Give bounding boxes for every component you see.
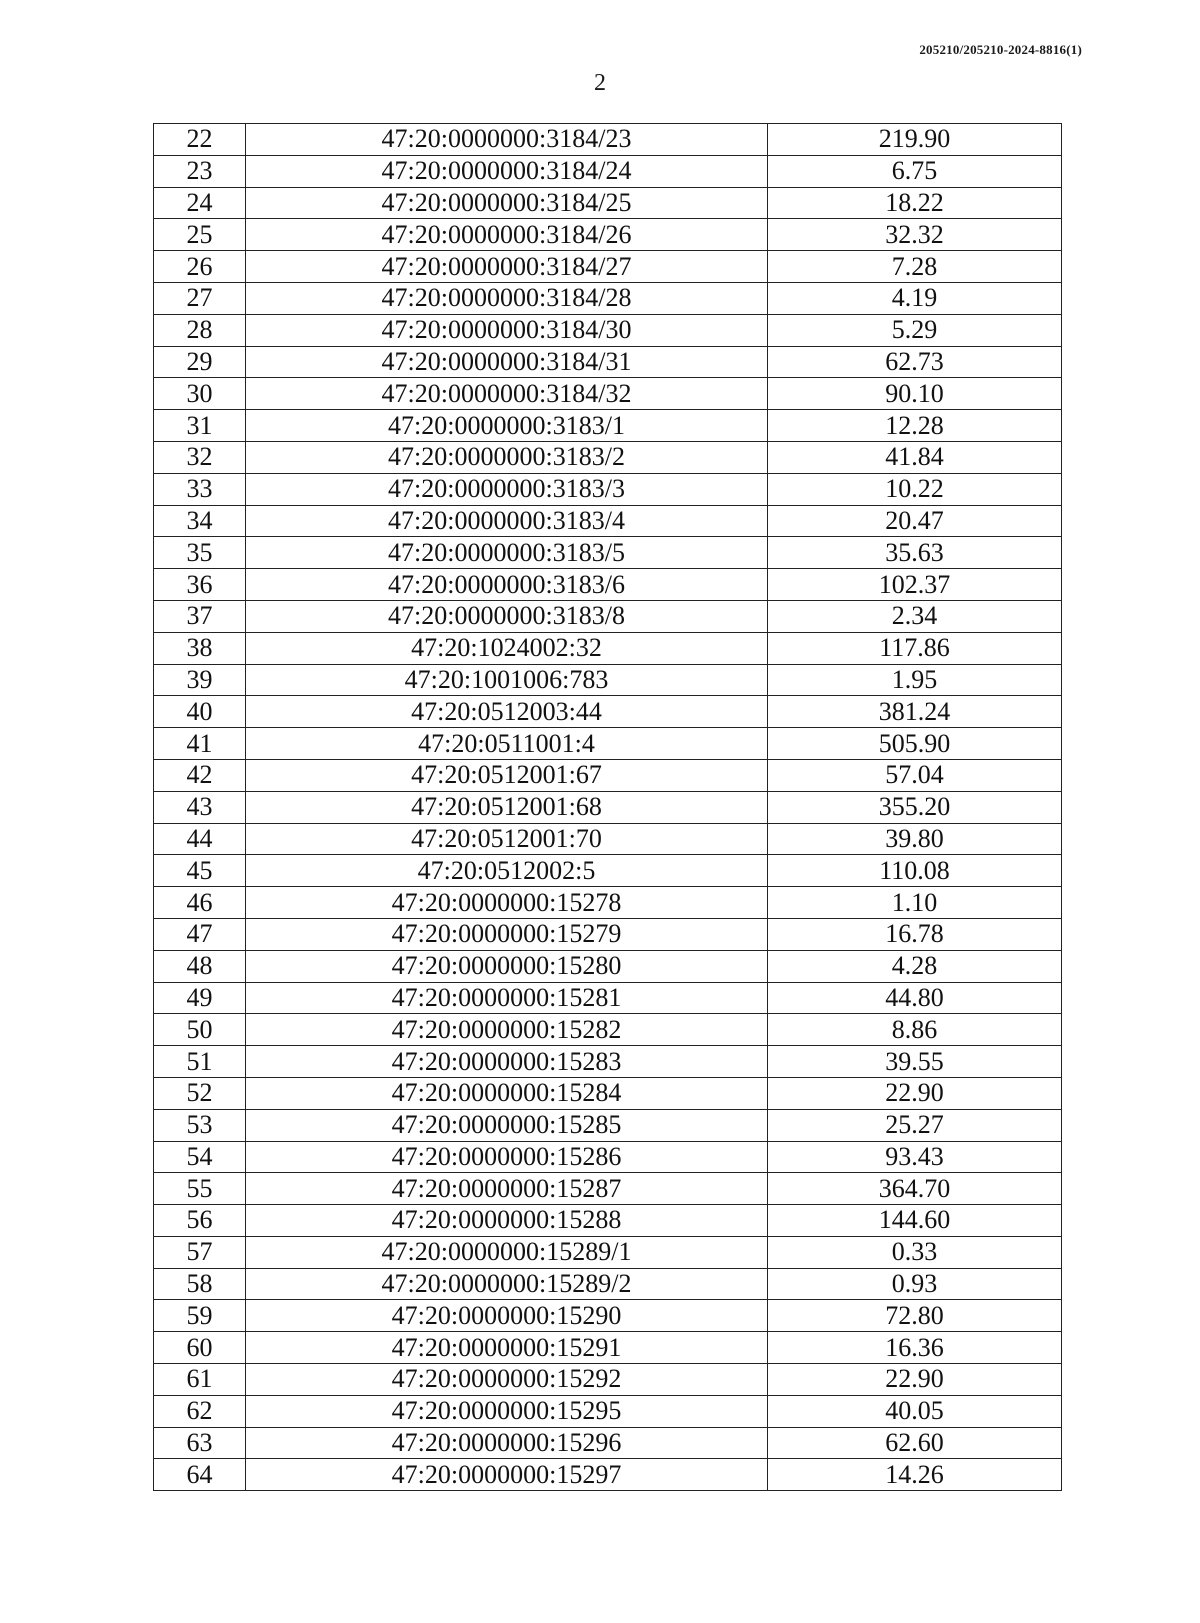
cadastral-table-container bbox=[153, 123, 1061, 1491]
area-value-cell: 18.22 bbox=[768, 187, 1062, 219]
area-value-cell: 72.80 bbox=[768, 1300, 1062, 1332]
area-value-cell: 5.29 bbox=[768, 314, 1062, 346]
area-value-cell: 62.60 bbox=[768, 1427, 1062, 1459]
table-row bbox=[154, 855, 1062, 887]
row-number-cell: 34 bbox=[154, 505, 246, 537]
row-number-cell: 57 bbox=[154, 1236, 246, 1268]
row-number-cell: 27 bbox=[154, 282, 246, 314]
area-value-cell: 41.84 bbox=[768, 441, 1062, 473]
cadastral-number-cell: 47:20:0000000:3184/30 bbox=[246, 314, 768, 346]
cadastral-number-cell: 47:20:0000000:3184/26 bbox=[246, 219, 768, 251]
row-number-cell: 49 bbox=[154, 982, 246, 1014]
area-value-cell: 505.90 bbox=[768, 728, 1062, 760]
table-row bbox=[154, 1109, 1062, 1141]
table-row bbox=[154, 887, 1062, 919]
table-row bbox=[154, 632, 1062, 664]
row-number-cell: 24 bbox=[154, 187, 246, 219]
row-number-cell: 63 bbox=[154, 1427, 246, 1459]
cadastral-number-cell: 47:20:0000000:3183/1 bbox=[246, 410, 768, 442]
row-number-cell: 40 bbox=[154, 696, 246, 728]
table-row bbox=[154, 1141, 1062, 1173]
area-value-cell: 7.28 bbox=[768, 251, 1062, 283]
cadastral-number-cell: 47:20:0000000:15281 bbox=[246, 982, 768, 1014]
table-row bbox=[154, 982, 1062, 1014]
row-number-cell: 50 bbox=[154, 1014, 246, 1046]
table-row bbox=[154, 1014, 1062, 1046]
row-number-cell: 54 bbox=[154, 1141, 246, 1173]
area-value-cell: 6.75 bbox=[768, 155, 1062, 187]
area-value-cell: 144.60 bbox=[768, 1205, 1062, 1237]
cadastral-number-cell: 47:20:0000000:15283 bbox=[246, 1046, 768, 1078]
cadastral-number-cell: 47:20:0000000:15295 bbox=[246, 1395, 768, 1427]
table-body bbox=[154, 124, 1062, 1491]
area-value-cell: 16.36 bbox=[768, 1332, 1062, 1364]
area-value-cell: 20.47 bbox=[768, 505, 1062, 537]
area-value-cell: 39.80 bbox=[768, 823, 1062, 855]
row-number-cell: 56 bbox=[154, 1205, 246, 1237]
row-number-cell: 31 bbox=[154, 410, 246, 442]
cadastral-number-cell: 47:20:0000000:3183/2 bbox=[246, 441, 768, 473]
cadastral-number-cell: 47:20:0000000:15284 bbox=[246, 1077, 768, 1109]
table-row bbox=[154, 1236, 1062, 1268]
table-row bbox=[154, 791, 1062, 823]
row-number-cell: 29 bbox=[154, 346, 246, 378]
cadastral-number-cell: 47:20:0000000:15286 bbox=[246, 1141, 768, 1173]
table-row bbox=[154, 314, 1062, 346]
cadastral-number-cell: 47:20:0000000:15296 bbox=[246, 1427, 768, 1459]
area-value-cell: 8.86 bbox=[768, 1014, 1062, 1046]
area-value-cell: 0.93 bbox=[768, 1268, 1062, 1300]
row-number-cell: 47 bbox=[154, 918, 246, 950]
cadastral-number-cell: 47:20:0000000:15291 bbox=[246, 1332, 768, 1364]
row-number-cell: 51 bbox=[154, 1046, 246, 1078]
table-row bbox=[154, 251, 1062, 283]
row-number-cell: 30 bbox=[154, 378, 246, 410]
table-row bbox=[154, 346, 1062, 378]
area-value-cell: 1.95 bbox=[768, 664, 1062, 696]
cadastral-number-cell: 47:20:0000000:15297 bbox=[246, 1459, 768, 1491]
row-number-cell: 22 bbox=[154, 124, 246, 156]
row-number-cell: 26 bbox=[154, 251, 246, 283]
cadastral-number-cell: 47:20:0000000:3183/3 bbox=[246, 473, 768, 505]
table-row bbox=[154, 1077, 1062, 1109]
table-row bbox=[154, 1459, 1062, 1491]
table-row bbox=[154, 696, 1062, 728]
table-row bbox=[154, 282, 1062, 314]
cadastral-number-cell: 47:20:0000000:3183/6 bbox=[246, 569, 768, 601]
table-row bbox=[154, 1173, 1062, 1205]
cadastral-number-cell: 47:20:0000000:3184/31 bbox=[246, 346, 768, 378]
area-value-cell: 1.10 bbox=[768, 887, 1062, 919]
table-row bbox=[154, 378, 1062, 410]
cadastral-number-cell: 47:20:0000000:3184/27 bbox=[246, 251, 768, 283]
cadastral-number-cell: 47:20:0512001:68 bbox=[246, 791, 768, 823]
cadastral-number-cell: 47:20:1024002:32 bbox=[246, 632, 768, 664]
table-row bbox=[154, 728, 1062, 760]
table-row bbox=[154, 1332, 1062, 1364]
cadastral-number-cell: 47:20:0512002:5 bbox=[246, 855, 768, 887]
table-row bbox=[154, 600, 1062, 632]
row-number-cell: 62 bbox=[154, 1395, 246, 1427]
table-row bbox=[154, 187, 1062, 219]
table-row bbox=[154, 441, 1062, 473]
row-number-cell: 55 bbox=[154, 1173, 246, 1205]
row-number-cell: 59 bbox=[154, 1300, 246, 1332]
row-number-cell: 23 bbox=[154, 155, 246, 187]
area-value-cell: 25.27 bbox=[768, 1109, 1062, 1141]
table-row bbox=[154, 505, 1062, 537]
area-value-cell: 117.86 bbox=[768, 632, 1062, 664]
cadastral-number-cell: 47:20:0000000:15280 bbox=[246, 950, 768, 982]
table-row bbox=[154, 823, 1062, 855]
cadastral-table bbox=[153, 123, 1062, 1491]
cadastral-number-cell: 47:20:0511001:4 bbox=[246, 728, 768, 760]
row-number-cell: 60 bbox=[154, 1332, 246, 1364]
cadastral-number-cell: 47:20:0000000:3183/4 bbox=[246, 505, 768, 537]
row-number-cell: 32 bbox=[154, 441, 246, 473]
area-value-cell: 32.32 bbox=[768, 219, 1062, 251]
area-value-cell: 102.37 bbox=[768, 569, 1062, 601]
row-number-cell: 36 bbox=[154, 569, 246, 601]
page-number: 2 bbox=[594, 70, 606, 96]
cadastral-number-cell: 47:20:1001006:783 bbox=[246, 664, 768, 696]
table-row bbox=[154, 664, 1062, 696]
area-value-cell: 39.55 bbox=[768, 1046, 1062, 1078]
area-value-cell: 381.24 bbox=[768, 696, 1062, 728]
cadastral-number-cell: 47:20:0000000:15287 bbox=[246, 1173, 768, 1205]
document-reference-number: 205210/205210-2024-8816(1) bbox=[919, 42, 1082, 57]
area-value-cell: 40.05 bbox=[768, 1395, 1062, 1427]
area-value-cell: 4.19 bbox=[768, 282, 1062, 314]
table-row bbox=[154, 473, 1062, 505]
row-number-cell: 48 bbox=[154, 950, 246, 982]
area-value-cell: 44.80 bbox=[768, 982, 1062, 1014]
table-row bbox=[154, 1395, 1062, 1427]
cadastral-number-cell: 47:20:0000000:3184/32 bbox=[246, 378, 768, 410]
table-row bbox=[154, 759, 1062, 791]
area-value-cell: 62.73 bbox=[768, 346, 1062, 378]
cadastral-number-cell: 47:20:0000000:3184/23 bbox=[246, 124, 768, 156]
cadastral-number-cell: 47:20:0000000:15289/1 bbox=[246, 1236, 768, 1268]
cadastral-number-cell: 47:20:0512001:70 bbox=[246, 823, 768, 855]
table-row bbox=[154, 918, 1062, 950]
table-row bbox=[154, 1205, 1062, 1237]
row-number-cell: 44 bbox=[154, 823, 246, 855]
row-number-cell: 28 bbox=[154, 314, 246, 346]
table-row bbox=[154, 1427, 1062, 1459]
table-row bbox=[154, 1046, 1062, 1078]
row-number-cell: 39 bbox=[154, 664, 246, 696]
row-number-cell: 41 bbox=[154, 728, 246, 760]
area-value-cell: 364.70 bbox=[768, 1173, 1062, 1205]
cadastral-number-cell: 47:20:0000000:15292 bbox=[246, 1364, 768, 1396]
table-row bbox=[154, 1364, 1062, 1396]
cadastral-number-cell: 47:20:0000000:15288 bbox=[246, 1205, 768, 1237]
area-value-cell: 355.20 bbox=[768, 791, 1062, 823]
row-number-cell: 46 bbox=[154, 887, 246, 919]
area-value-cell: 22.90 bbox=[768, 1364, 1062, 1396]
table-row bbox=[154, 950, 1062, 982]
area-value-cell: 12.28 bbox=[768, 410, 1062, 442]
table-row bbox=[154, 410, 1062, 442]
area-value-cell: 10.22 bbox=[768, 473, 1062, 505]
cadastral-number-cell: 47:20:0000000:3184/24 bbox=[246, 155, 768, 187]
cadastral-number-cell: 47:20:0000000:15282 bbox=[246, 1014, 768, 1046]
cadastral-number-cell: 47:20:0000000:3183/5 bbox=[246, 537, 768, 569]
cadastral-number-cell: 47:20:0000000:3184/25 bbox=[246, 187, 768, 219]
row-number-cell: 37 bbox=[154, 600, 246, 632]
area-value-cell: 4.28 bbox=[768, 950, 1062, 982]
area-value-cell: 14.26 bbox=[768, 1459, 1062, 1491]
row-number-cell: 58 bbox=[154, 1268, 246, 1300]
area-value-cell: 0.33 bbox=[768, 1236, 1062, 1268]
area-value-cell: 22.90 bbox=[768, 1077, 1062, 1109]
table-row bbox=[154, 1268, 1062, 1300]
area-value-cell: 110.08 bbox=[768, 855, 1062, 887]
table-row bbox=[154, 569, 1062, 601]
table-row bbox=[154, 537, 1062, 569]
row-number-cell: 53 bbox=[154, 1109, 246, 1141]
area-value-cell: 219.90 bbox=[768, 124, 1062, 156]
row-number-cell: 33 bbox=[154, 473, 246, 505]
area-value-cell: 90.10 bbox=[768, 378, 1062, 410]
cadastral-number-cell: 47:20:0000000:15279 bbox=[246, 918, 768, 950]
row-number-cell: 38 bbox=[154, 632, 246, 664]
row-number-cell: 61 bbox=[154, 1364, 246, 1396]
cadastral-number-cell: 47:20:0000000:15278 bbox=[246, 887, 768, 919]
cadastral-number-cell: 47:20:0512001:67 bbox=[246, 759, 768, 791]
row-number-cell: 43 bbox=[154, 791, 246, 823]
table-row bbox=[154, 1300, 1062, 1332]
area-value-cell: 93.43 bbox=[768, 1141, 1062, 1173]
row-number-cell: 52 bbox=[154, 1077, 246, 1109]
area-value-cell: 16.78 bbox=[768, 918, 1062, 950]
cadastral-number-cell: 47:20:0000000:3183/8 bbox=[246, 600, 768, 632]
row-number-cell: 64 bbox=[154, 1459, 246, 1491]
row-number-cell: 35 bbox=[154, 537, 246, 569]
cadastral-number-cell: 47:20:0000000:15290 bbox=[246, 1300, 768, 1332]
table-row bbox=[154, 124, 1062, 156]
area-value-cell: 35.63 bbox=[768, 537, 1062, 569]
cadastral-number-cell: 47:20:0000000:3184/28 bbox=[246, 282, 768, 314]
area-value-cell: 2.34 bbox=[768, 600, 1062, 632]
row-number-cell: 25 bbox=[154, 219, 246, 251]
table-row bbox=[154, 155, 1062, 187]
cadastral-number-cell: 47:20:0000000:15285 bbox=[246, 1109, 768, 1141]
cadastral-number-cell: 47:20:0000000:15289/2 bbox=[246, 1268, 768, 1300]
cadastral-number-cell: 47:20:0512003:44 bbox=[246, 696, 768, 728]
row-number-cell: 45 bbox=[154, 855, 246, 887]
row-number-cell: 42 bbox=[154, 759, 246, 791]
area-value-cell: 57.04 bbox=[768, 759, 1062, 791]
table-row bbox=[154, 219, 1062, 251]
